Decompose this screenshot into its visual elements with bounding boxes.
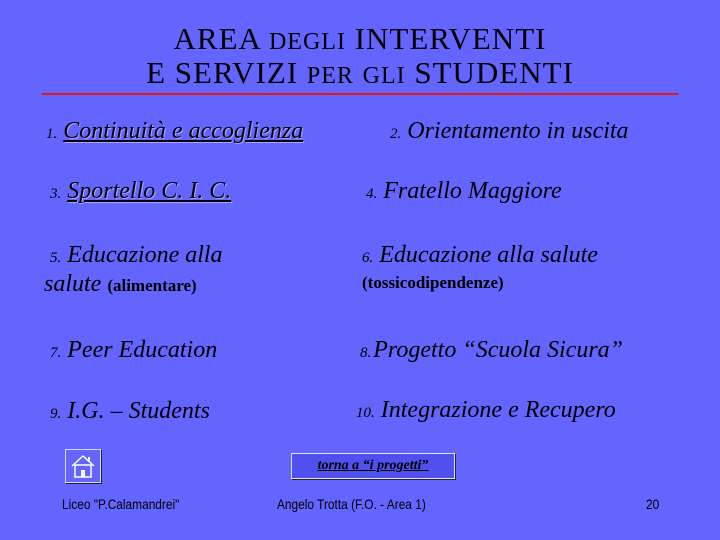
back-to-projects-button[interactable] bbox=[291, 453, 455, 479]
item-8 bbox=[360, 336, 623, 367]
item-6-line2 bbox=[362, 267, 504, 297]
item-5 bbox=[50, 241, 223, 272]
item-1[interactable] bbox=[46, 117, 303, 148]
item-2 bbox=[390, 117, 629, 148]
item-number: 10. bbox=[356, 405, 375, 421]
title-word: PER bbox=[306, 63, 354, 89]
title-divider bbox=[42, 93, 678, 95]
title-word: INTERVENTI bbox=[354, 21, 547, 56]
page-title-line2 bbox=[0, 56, 720, 93]
item-label: Peer Education bbox=[67, 337, 218, 363]
page-title-line1 bbox=[0, 22, 720, 59]
item-link-sportello[interactable]: Sportello C. I. C. bbox=[67, 178, 232, 204]
item-10 bbox=[356, 396, 616, 427]
item-sublabel: (alimentare) bbox=[107, 276, 197, 295]
item-label: Educazione alla bbox=[67, 242, 223, 268]
item-5-line2 bbox=[44, 270, 197, 300]
item-number: 3. bbox=[50, 186, 62, 202]
title-word: STUDENTI bbox=[414, 55, 574, 90]
home-icon bbox=[66, 450, 100, 482]
title-word: GLI bbox=[362, 63, 406, 89]
home-button[interactable] bbox=[65, 449, 101, 483]
title-word: SERVIZI bbox=[174, 55, 299, 90]
title-word: E bbox=[146, 55, 167, 90]
back-button-label: torna a “i progetti” bbox=[317, 458, 429, 473]
item-label: Fratello Maggiore bbox=[383, 178, 562, 204]
item-number: 8. bbox=[360, 345, 372, 361]
footer-school: Liceo "P.Calamandrei" bbox=[62, 496, 180, 512]
item-9 bbox=[50, 397, 210, 428]
item-label: Educazione alla salute bbox=[379, 242, 598, 268]
item-label: Progetto “Scuola Sicura” bbox=[373, 337, 624, 363]
item-label: I.G. – Students bbox=[67, 398, 210, 424]
footer-author: Angelo Trotta (F.O. - Area 1) bbox=[277, 496, 426, 512]
page-number: 20 bbox=[646, 496, 660, 512]
title-word: DEGLI bbox=[268, 29, 346, 55]
item-number: 4. bbox=[366, 186, 378, 202]
item-number: 7. bbox=[50, 345, 62, 361]
item-link-continuita[interactable]: Continuità e accoglienza bbox=[63, 118, 304, 144]
item-number: 6. bbox=[362, 250, 374, 266]
item-number: 9. bbox=[50, 406, 62, 422]
item-number: 1. bbox=[46, 126, 58, 142]
item-number: 5. bbox=[50, 250, 62, 266]
item-sublabel: (tossicodipendenze) bbox=[362, 273, 504, 292]
item-4 bbox=[366, 177, 562, 208]
title-word: AREA bbox=[173, 21, 261, 56]
item-label: Integrazione e Recupero bbox=[380, 397, 616, 423]
item-7 bbox=[50, 336, 217, 367]
item-3[interactable] bbox=[50, 177, 231, 208]
item-number: 2. bbox=[390, 126, 402, 142]
item-label: salute bbox=[44, 271, 102, 297]
item-label: Orientamento in uscita bbox=[407, 118, 629, 144]
